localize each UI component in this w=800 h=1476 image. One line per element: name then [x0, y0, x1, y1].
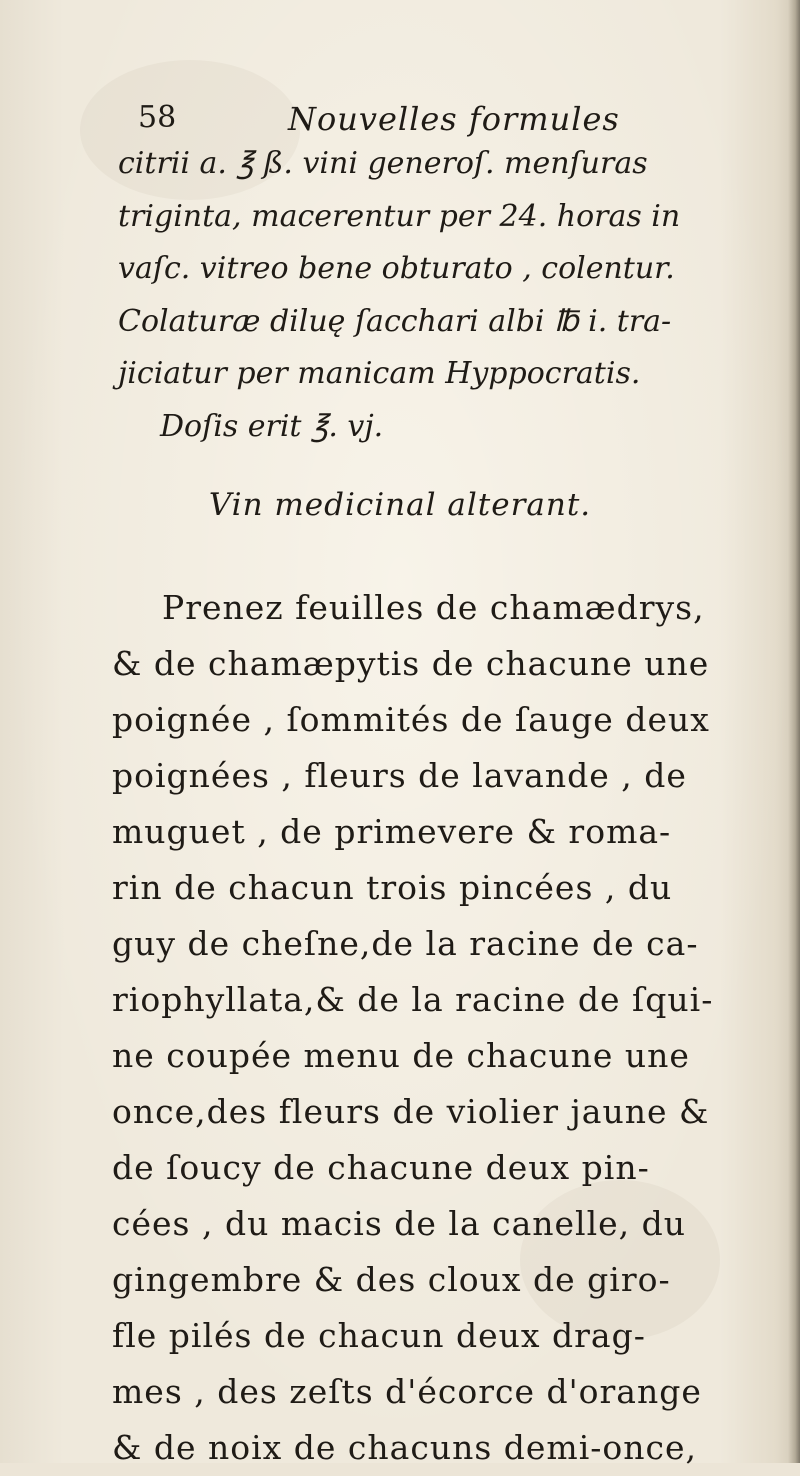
text-line: de ſoucy de chacune deux pin-	[112, 1148, 650, 1187]
running-title: Nouvelles formules	[288, 100, 620, 138]
dosage-line: Doſis erit ℥. vj.	[160, 408, 384, 444]
text-line: Prenez feuilles de chamædrys,	[162, 588, 705, 627]
text-line: jiciatur per manicam Hyppocratis.	[118, 356, 641, 391]
text-line: citrii a. ℥ ß. vini generoſ. menſuras	[118, 146, 648, 181]
page-number: 58	[138, 100, 177, 135]
text-line: & de chamæpytis de chacune une	[112, 644, 710, 683]
text-line: rin de chacun trois pincées , du	[112, 868, 673, 907]
text-line: poignées , fleurs de lavande , de	[112, 756, 687, 795]
text-line: Colaturæ diluę ſacchari albi ℔ i. tra-	[118, 303, 672, 339]
text-line: muguet , de primevere & roma-	[112, 812, 672, 851]
text-line: cées , du macis de la canelle, du	[112, 1204, 687, 1243]
text-line: guy de cheſne,de la racine de ca-	[112, 924, 699, 963]
latin-recipe-text	[118, 138, 768, 453]
text-line: once,des fleurs de violier jaune &	[112, 1092, 710, 1131]
text-line: riophyllata,& de la racine de ſqui-	[112, 980, 714, 1019]
text-line: mes , des zeſts d'écorce d'orange	[112, 1372, 702, 1411]
text-line: & de noix de chacuns demi-once,	[112, 1428, 698, 1467]
text-line: vaſc. vitreo bene obturato , colentur.	[118, 251, 675, 286]
recipe-body-text	[112, 580, 772, 1476]
text-line: poignée , ſommités de ſauge deux	[112, 700, 710, 739]
text-line: gingembre & des cloux de giro-	[112, 1260, 671, 1299]
page-edge-shadow	[788, 0, 800, 1463]
text-line: fle pilés de chacun deux drag-	[112, 1316, 646, 1355]
text-line: triginta, macerentur per 24. horas in	[118, 198, 681, 234]
section-heading: Vin medicinal alterant.	[208, 487, 592, 523]
text-line: ne coupée menu de chacune une	[112, 1036, 690, 1075]
